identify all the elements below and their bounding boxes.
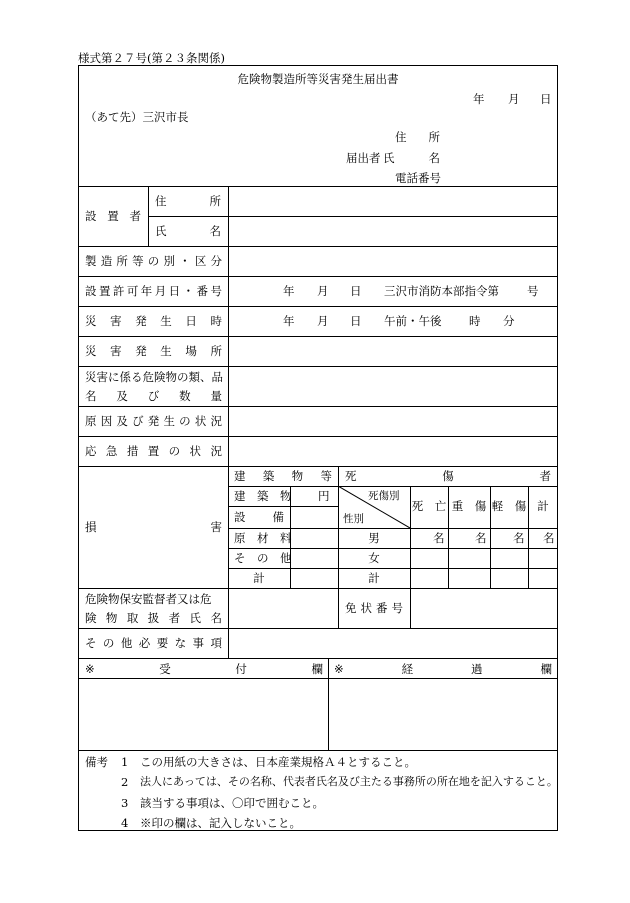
damage-total-label: 計 [253, 571, 265, 585]
col-serious: 重 傷 [451, 499, 487, 513]
unit-total: 名 [543, 531, 555, 545]
table-rule-h [228, 528, 558, 529]
occur-minute: 分 [503, 314, 515, 328]
form-id: 様式第２７号(第２３条関係) [78, 51, 225, 65]
casualty-total-label: 計 [368, 571, 380, 585]
date-day: 日 [540, 92, 552, 106]
installer-name-field[interactable] [229, 217, 557, 245]
occur-ampm: 午前・午後 [384, 314, 442, 328]
notifier-role: 届出者 [346, 151, 381, 165]
note-2-no: 2 [121, 775, 129, 789]
table-rule-h [228, 548, 558, 549]
progress-header: ※ 経 過 欄 [334, 662, 552, 676]
hazmat-field[interactable] [229, 367, 557, 405]
unit-serious: 名 [475, 531, 487, 545]
permit-year: 年 [283, 284, 295, 298]
date-month: 月 [508, 92, 520, 106]
table-rule-h [78, 276, 558, 277]
addressee: （あて先）三沢市長 [85, 110, 189, 124]
note-4-no: 4 [121, 816, 129, 830]
license-no-field[interactable] [411, 589, 557, 627]
other-matters-field[interactable] [229, 629, 557, 657]
supervisor-label-line2: 険 物 取 扱 者 氏 名 [85, 611, 222, 625]
hazmat-label-line1: 災害に係る危険物の類、品 [85, 370, 223, 384]
reception-header: ※ 受 付 欄 [85, 662, 323, 676]
supervisor-field[interactable] [229, 589, 337, 627]
unit-minor: 名 [513, 531, 525, 545]
note-1-no: 1 [121, 755, 129, 769]
table-rule-h [228, 506, 338, 507]
document-title: 危険物製造所等災害発生届出書 [237, 72, 399, 86]
emergency-label: 応 急 措 置 の 状 況 [85, 444, 222, 458]
notes-label: 備考 [85, 755, 108, 769]
table-rule-h [78, 466, 558, 467]
unit-death: 名 [433, 531, 445, 545]
license-no-label: 免 状 番 号 [345, 601, 403, 615]
cause-label: 原 因 及 び 発 生 の 状 況 [85, 414, 222, 428]
diag-bottom-label: 性別 [343, 513, 364, 525]
table-rule-v [328, 658, 329, 750]
note-1-text: この用紙の大きさは、日本産業規格Ａ４とすること。 [140, 755, 416, 769]
yen-unit: 円 [318, 489, 330, 503]
damage-label: 損 害 [85, 520, 222, 534]
other-label: そ の 他 [234, 551, 292, 565]
hazmat-label-line2: 名 及 び 数 量 [85, 389, 222, 403]
permit-label: 設 置 許 可 年 月 日 ・ 番 号 [85, 284, 222, 298]
diag-top-label: 死傷別 [368, 490, 400, 502]
male-label: 男 [368, 531, 380, 545]
table-rule-h [78, 678, 558, 679]
notifier-address-label: 住 所 [395, 130, 440, 144]
facility-type-label: 製 造 所 等 の 別 ・ 区 分 [85, 254, 222, 268]
note-3-text: 該当する事項は、〇印で囲むこと。 [140, 796, 324, 810]
table-rule-h [78, 750, 558, 751]
permit-no: 号 [527, 284, 539, 298]
installer-address-label: 住 所 [155, 194, 221, 208]
occur-day: 日 [350, 314, 362, 328]
installer-address-field[interactable] [229, 187, 557, 215]
occur-place-label: 災 害 発 生 場 所 [85, 344, 222, 358]
supervisor-label-line1: 危険物保安監督者又は危 [85, 592, 212, 606]
building-label: 建 築 物 [234, 489, 292, 503]
equipment-label: 設 備 [234, 510, 284, 524]
emergency-field[interactable] [229, 437, 557, 465]
table-rule-h [228, 568, 558, 569]
col-minor: 軽 傷 [491, 499, 527, 513]
note-2-text: 法人にあっては、その名称、代表者氏名及び主たる事務所の所在地を記入すること。 [140, 775, 558, 788]
occur-month: 月 [317, 314, 329, 328]
notifier-name-label: 氏 名 [383, 151, 440, 165]
permit-office: 三沢市消防本部指令第 [384, 284, 499, 298]
date-year: 年 [473, 92, 485, 106]
table-rule-h [78, 306, 558, 307]
occur-year: 年 [283, 314, 295, 328]
occur-time-label: 災 害 発 生 日 時 [85, 314, 222, 328]
occur-hour: 時 [469, 314, 481, 328]
occur-place-field[interactable] [229, 337, 557, 365]
installer-name-label: 氏 名 [155, 224, 221, 238]
facility-type-field[interactable] [229, 247, 557, 275]
permit-month: 月 [317, 284, 329, 298]
table-rule-h [78, 658, 558, 659]
buildings-header: 建 築 物 等 [234, 469, 332, 483]
table-rule-v [148, 186, 149, 246]
installer-label: 設 置 者 [85, 209, 141, 223]
raw-material-label: 原 材 料 [234, 531, 292, 545]
note-3-no: 3 [121, 796, 129, 810]
note-4-text: ※印の欄は、記入しないこと。 [140, 816, 301, 830]
casualty-header: 死 傷 者 [345, 469, 551, 483]
cause-field[interactable] [229, 407, 557, 435]
other-matters-label: そ の 他 必 要 な 事 項 [85, 636, 222, 650]
col-death: 死 亡 [411, 499, 447, 513]
notifier-phone-label: 電話番号 [395, 171, 441, 185]
female-label: 女 [368, 551, 380, 565]
col-total: 計 [537, 499, 549, 513]
permit-day: 日 [350, 284, 362, 298]
